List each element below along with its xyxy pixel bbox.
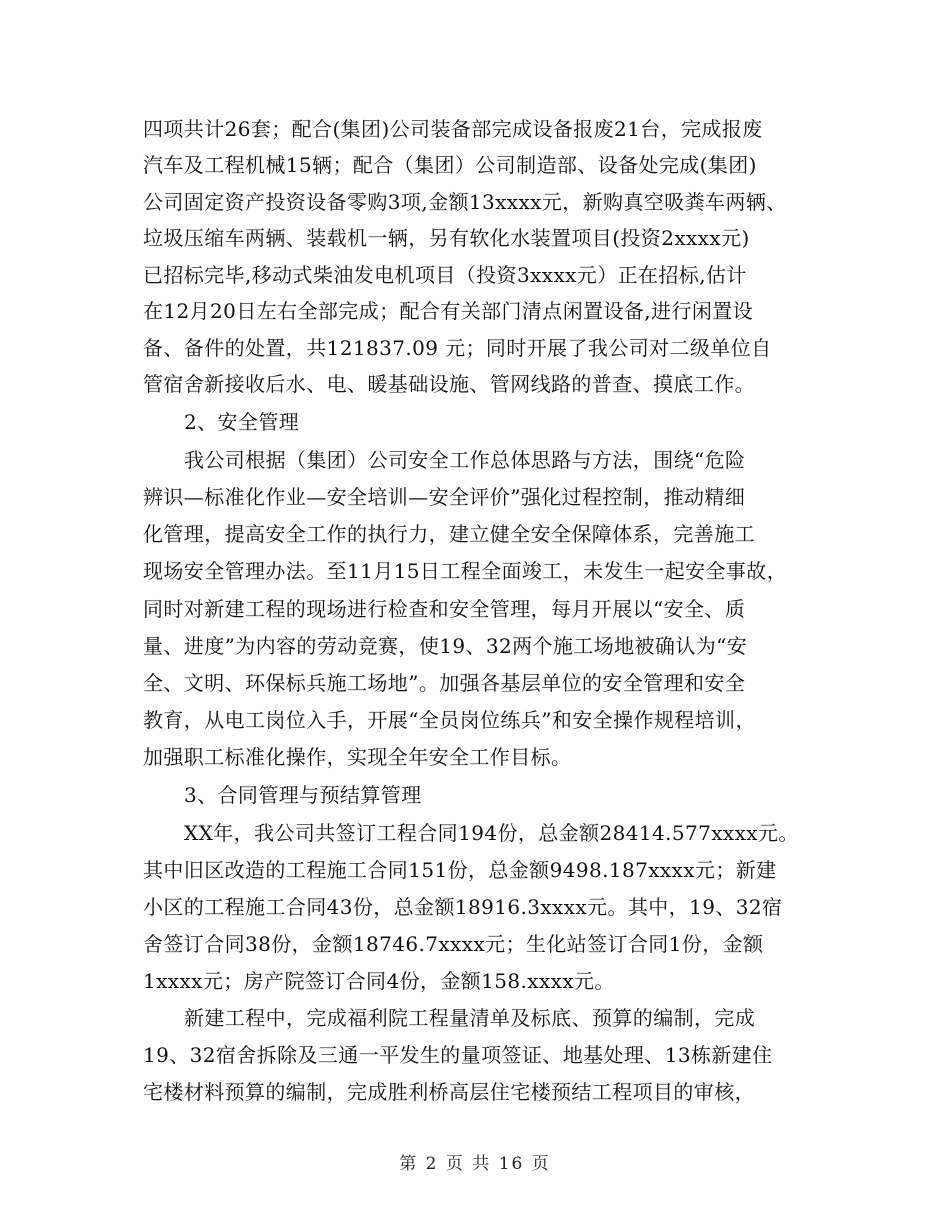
paragraph-line: 加强职工标准化操作，实现全年安全工作目标。 (143, 745, 572, 769)
paragraph-line: 垃圾压缩车两辆、装载机一辆，另有软化水装置项目(投资2xxxx元) (143, 226, 750, 250)
paragraph-line: 已招标完毕,移动式柴油发电机项目（投资3xxxx元）正在招标,估计 (143, 263, 747, 287)
paragraph-line: 量、进度”为内容的劳动竞赛，使19、32两个施工场地被确认为“安 (143, 634, 748, 658)
paragraph-line: XX年，我公司共签订工程合同194份，总金额28414.577xxxx元。 (184, 821, 799, 845)
paragraph-line: 备、备件的处置，共121837.09 元；同时开展了我公司对二级单位自 (143, 336, 772, 360)
paragraph-line: 汽车及工程机械15辆；配合（集团）公司制造部、设备处完成(集团) (143, 153, 757, 177)
paragraph-line: 舍签订合同38份，金额18746.7xxxx元；生化站签订合同1份，金额 (143, 932, 764, 956)
section-heading: 2、安全管理 (184, 410, 300, 434)
paragraph-line: 教育，从电工岗位入手，开展“全员岗位练兵”和安全操作规程培训， (143, 708, 756, 732)
paragraph-line: 我公司根据（集团）公司安全工作总体思路与方法，围绕“危险 (184, 448, 746, 472)
paragraph-line: 1xxxx元；房产院签订合同4份，金额158.xxxx元。 (143, 969, 615, 993)
page-number-footer: 第 2 页 共 16 页 (399, 1154, 551, 1174)
paragraph-line: 宅楼材料预算的编制，完成胜利桥高层住宅楼预结工程项目的审核， (143, 1080, 755, 1104)
paragraph-line: 小区的工程施工合同43份，总金额18916.3xxxx元。其中，19、32宿 (143, 895, 783, 919)
paragraph-line: 管宿舍新接收后水、电、暖基础设施、管网线路的普查、摸底工作。 (143, 372, 755, 396)
paragraph-line: 化管理，提高安全工作的执行力，建立健全安全保障体系，完善施工 (143, 522, 755, 546)
paragraph-line: 全、文明、环保标兵施工场地”。加强各基层单位的安全管理和安全 (143, 671, 746, 695)
paragraph-line: 在12月20日左右全部完成；配合有关部门清点闲置设备,进行闲置设 (143, 299, 754, 323)
paragraph-line: 辨识—标准化作业—安全培训—安全评价”强化过程控制，推动精细 (143, 485, 746, 509)
paragraph-line: 同时对新建工程的现场进行检查和安全管理，每月开展以“安全、质 (143, 597, 746, 621)
paragraph-line: 四项共计26套；配合(集团)公司装备部完成设备报废21台，完成报废 (143, 117, 763, 141)
paragraph-line: 新建工程中，完成福利院工程量清单及标底、预算的编制，完成 (184, 1006, 756, 1030)
paragraph-line: 其中旧区改造的工程施工合同151份，总金额9498.187xxxx元；新建 (143, 858, 777, 882)
paragraph-line: 现场安全管理办法。至11月15日工程全面竣工，未发生一起安全事故， (143, 559, 788, 583)
paragraph-line: 公司固定资产投资设备零购3项,金额13xxxx元，新购真空吸粪车两辆、 (143, 190, 787, 214)
section-heading: 3、合同管理与预结算管理 (184, 783, 422, 807)
paragraph-line: 19、32宿舍拆除及三通一平发生的量项签证、地基处理、13栋新建住 (143, 1043, 773, 1067)
